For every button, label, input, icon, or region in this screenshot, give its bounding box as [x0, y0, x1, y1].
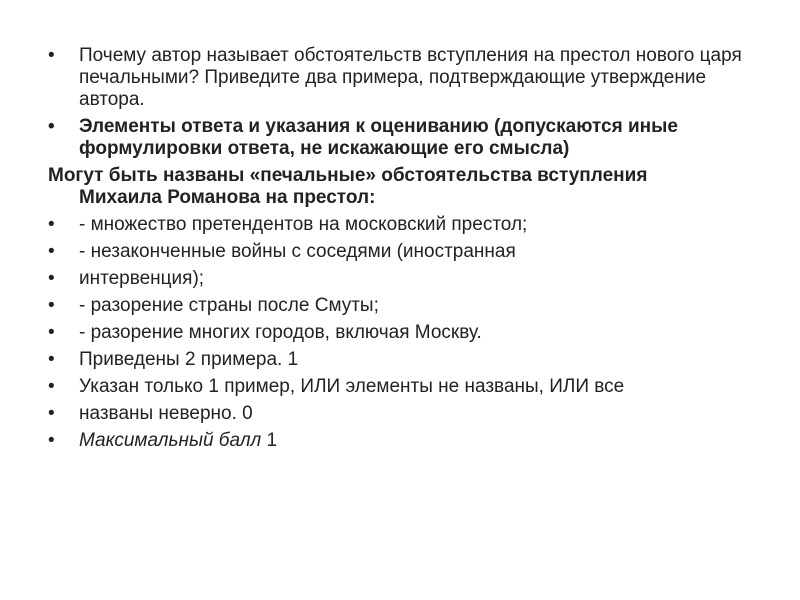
bullet-icon: • — [48, 241, 55, 262]
bullet-icon: • — [48, 268, 55, 289]
answer-heading-line2: Михаила Романова на престол: — [79, 187, 376, 208]
bullet-icon: • — [48, 430, 55, 451]
bullet-icon: • — [48, 349, 55, 370]
list-item — [48, 268, 768, 290]
bullet-icon: • — [48, 403, 55, 424]
bullet-icon: • — [48, 295, 55, 316]
scoring-text: Приведены 2 примера. 1 — [79, 349, 299, 370]
answer-text: - множество претендентов на московский престол; — [79, 214, 528, 235]
criteria-item — [48, 116, 768, 160]
list-item — [48, 376, 768, 398]
answer-text: - незаконченные войны с соседями (иностранная — [79, 241, 516, 262]
bullet-icon: • — [48, 322, 55, 343]
bullet-icon: • — [48, 376, 55, 397]
criteria-heading: Элементы ответа и указания к оцениванию (допускаются иные формулировки ответа, не искажающие его смысла) — [79, 116, 678, 159]
list-item — [48, 403, 768, 425]
question-item — [48, 45, 768, 111]
list-item — [48, 295, 768, 317]
slide-content — [48, 45, 768, 457]
max-score-label: Максимальный балл — [79, 430, 262, 451]
list-item — [48, 214, 768, 236]
answer-heading-line1: Могут быть названы «печальные» обстоятельства вступления — [48, 165, 648, 186]
bullet-icon: • — [48, 116, 55, 137]
scoring-text: Указан только 1 пример, ИЛИ элементы не названы, ИЛИ все — [79, 376, 625, 397]
question-text: Почему автор называет обстоятельств вступления на престол нового царя печальными? Приведите два примера, подтверждающие утверждение автора. — [79, 45, 742, 110]
bullet-icon: • — [48, 45, 55, 66]
answer-heading — [48, 165, 768, 209]
answer-text: интервенция); — [79, 268, 205, 289]
bullet-icon: • — [48, 214, 55, 235]
list-item — [48, 241, 768, 263]
list-item — [48, 349, 768, 371]
answer-text: - разорение многих городов, включая Москву. — [79, 322, 482, 343]
max-score-value: 1 — [261, 430, 278, 451]
list-item — [48, 322, 768, 344]
answer-text: - разорение страны после Смуты; — [79, 295, 379, 316]
max-score-item — [48, 430, 768, 452]
scoring-text: названы неверно. 0 — [79, 403, 253, 424]
